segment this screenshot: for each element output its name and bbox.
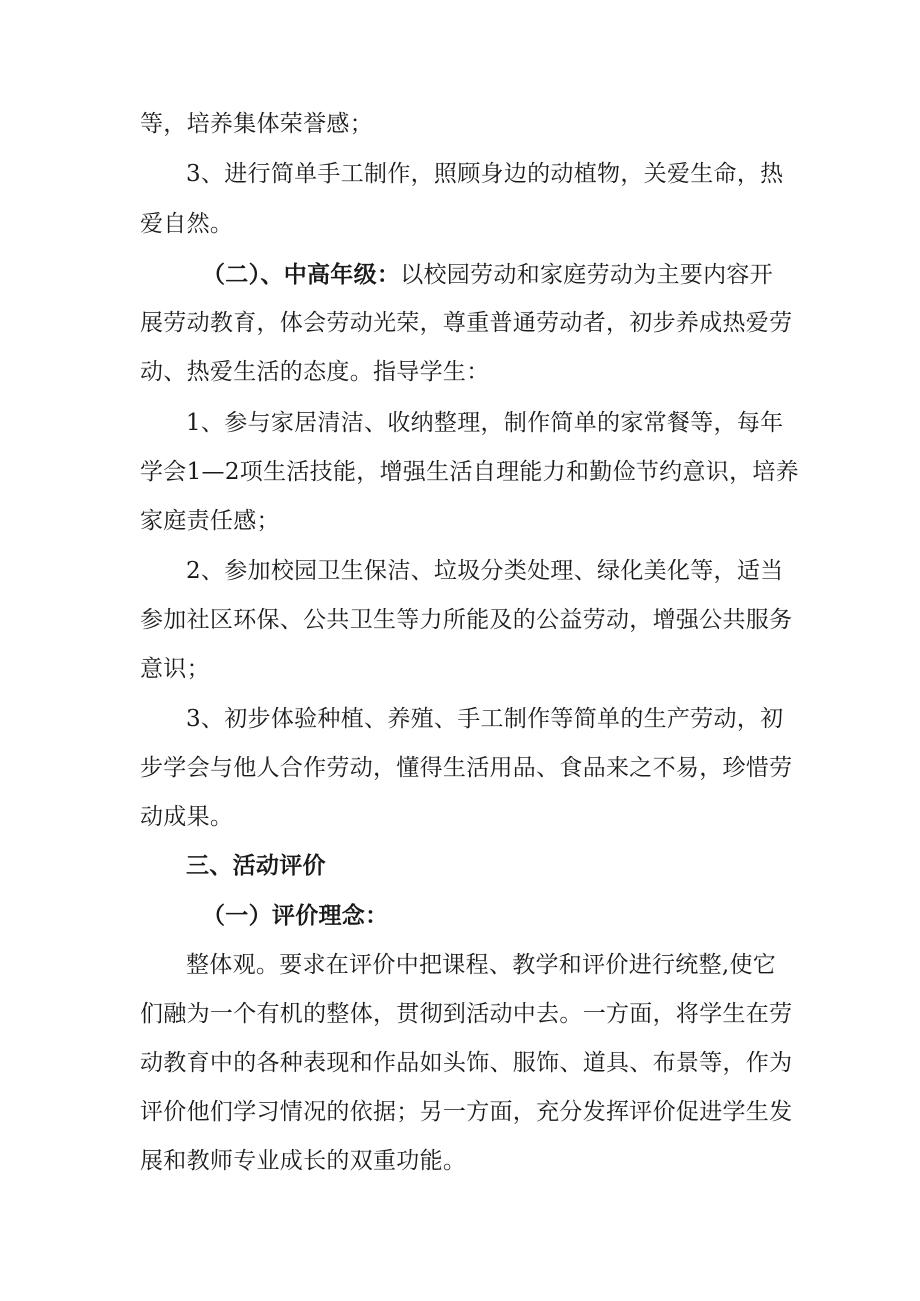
text-line: 意识；: [140, 656, 210, 682]
text-line: 步学会与他人合作劳动，懂得生活用品、食品来之不易，珍惜劳: [140, 755, 793, 781]
text-line: 参加社区环保、公共卫生等力所能及的公益劳动，增强公共服务: [140, 607, 793, 633]
text-line: 2、参加校园卫生保洁、垃圾分类处理、绿化美化等，适当: [186, 558, 784, 584]
text-line: 1、参与家居清洁、收纳整理，制作简单的家常餐等，每年: [186, 410, 784, 436]
text-line: 动教育中的各种表现和作品如头饰、服饰、道具、布景等，作为: [140, 1050, 793, 1076]
text-line: 爱自然。: [140, 211, 234, 237]
section-heading-grade: （二）、中高年级：: [202, 261, 401, 288]
section-heading: 三、活动评价: [186, 852, 326, 879]
text-line: 3、初步体验种植、养殖、手工制作等简单的生产劳动，初: [186, 706, 784, 732]
text-line: 展和教师专业成长的双重功能。: [140, 1148, 467, 1174]
text-line: 们融为一个有机的整体，贯彻到活动中去。一方面，将学生在劳: [140, 1001, 793, 1027]
text-line: 等，培养集体荣誉感；: [140, 111, 373, 137]
text-line: 评价他们学习情况的依据；另一方面，充分发挥评价促进学生发: [140, 1099, 793, 1125]
text-line: 动、热爱生活的态度。指导学生：: [140, 359, 490, 385]
text-line: 展劳动教育，体会劳动光荣，尊重普通劳动者，初步养成热爱劳: [140, 310, 793, 336]
paragraph-heading: [202, 259, 773, 291]
subsection-heading: （一）评价理念：: [202, 902, 389, 929]
text-line: 整体观。要求在评价中把课程、教学和评价进行统整,使它: [186, 952, 777, 978]
text-line: 以校园劳动和家庭劳动为主要内容开: [400, 262, 774, 288]
text-line: 动成果。: [140, 804, 234, 830]
text-line: 学会1—2项生活技能，增强生活自理能力和勤俭节约意识，培养: [140, 459, 799, 485]
text-line: 家庭责任感；: [140, 508, 280, 534]
text-line: 3、进行简单手工制作，照顾身边的动植物，关爱生命，热: [186, 161, 784, 187]
